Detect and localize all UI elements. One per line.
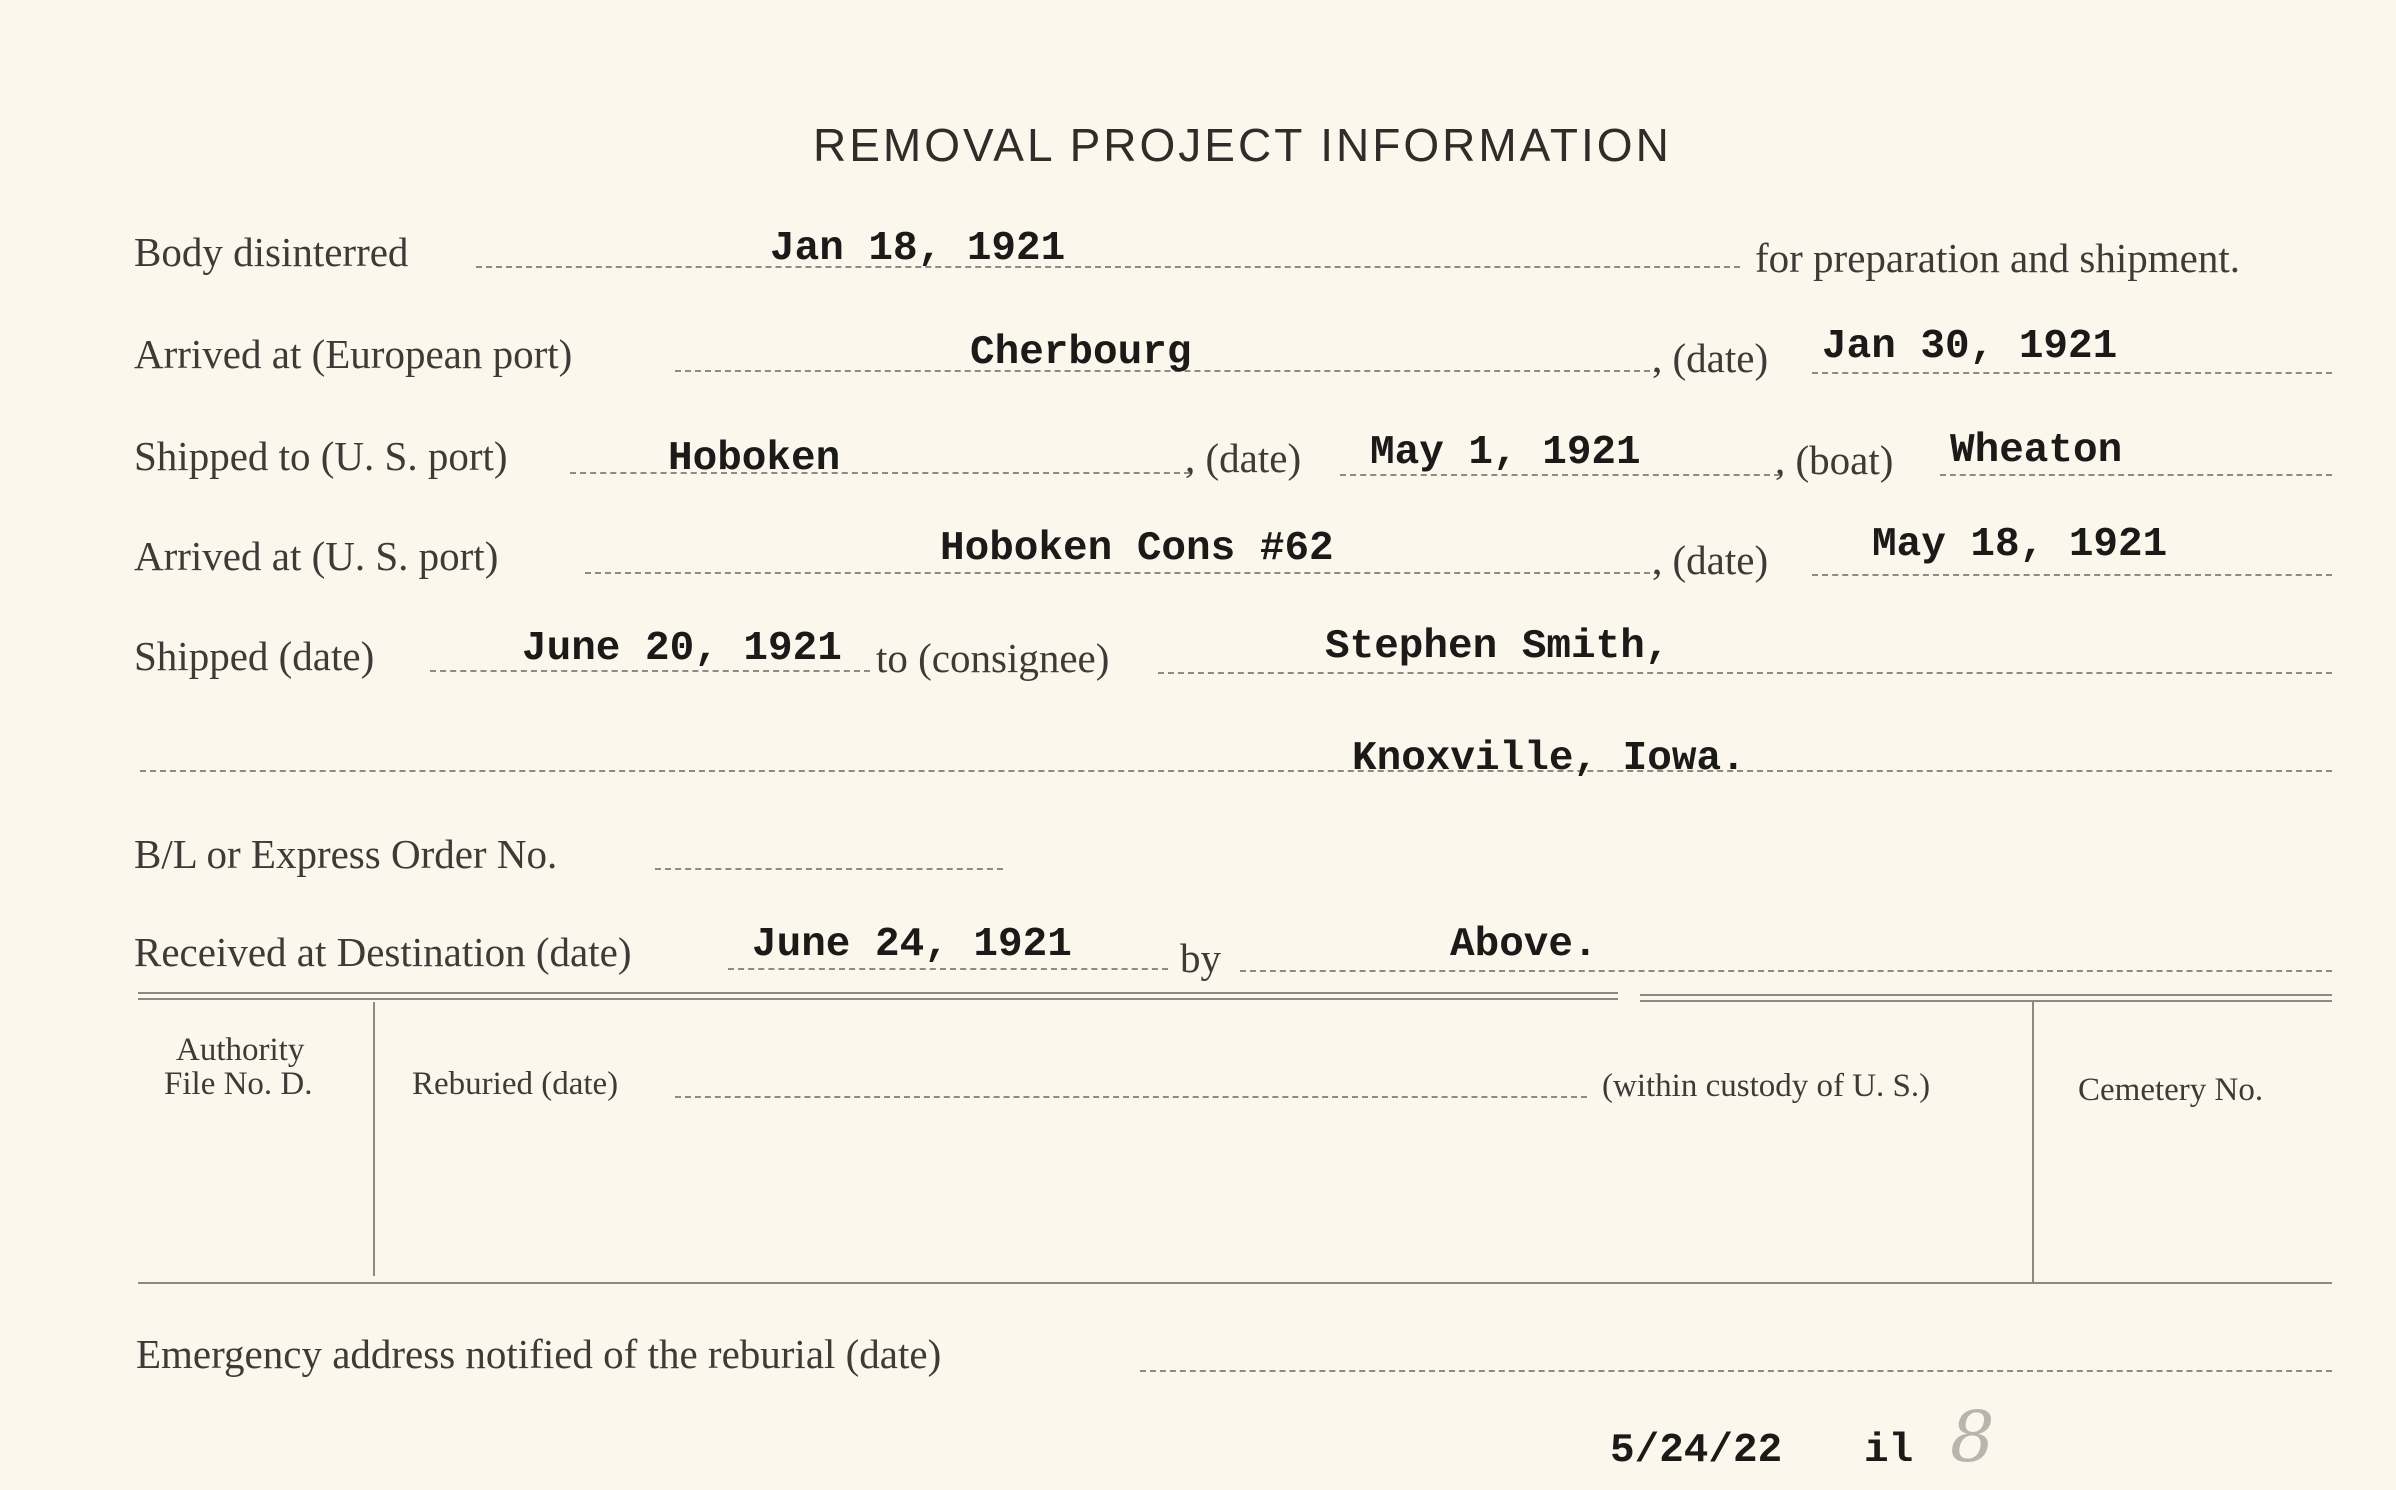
arrived-europe-date-line xyxy=(1812,372,2332,374)
arrived-europe-date-label: , (date) xyxy=(1652,335,1769,381)
box-top-rule-right xyxy=(1640,994,2332,996)
box-top-rule-2 xyxy=(138,998,1618,1000)
box-divider-right xyxy=(2032,1002,2034,1282)
cemetery-no-label: Cemetery No. xyxy=(2078,1072,2264,1108)
shipped-us-label: Shipped to (U. S. port) xyxy=(134,433,508,479)
arrived-us-date: May 18, 1921 xyxy=(1872,522,2168,568)
shipped-us-date-label: , (date) xyxy=(1185,435,1302,481)
box-bottom-rule xyxy=(138,1282,2332,1284)
disinterred-suffix: for preparation and shipment. xyxy=(1755,235,2241,281)
arrived-us-date-label: , (date) xyxy=(1652,537,1769,583)
received-by: Above. xyxy=(1450,922,1598,968)
received-date: June 24, 1921 xyxy=(752,922,1072,968)
arrived-europe-date: Jan 30, 1921 xyxy=(1822,324,2118,370)
received-by-label: by xyxy=(1180,935,1221,981)
arrived-us-port: Hoboken Cons #62 xyxy=(940,526,1334,572)
arrived-europe-label: Arrived at (European port) xyxy=(134,331,573,377)
consignee-label: to (consignee) xyxy=(876,635,1110,681)
authority-label: Authority xyxy=(176,1032,305,1068)
address-line xyxy=(140,770,2332,772)
shipped-us-boat-line xyxy=(1940,474,2332,476)
shipped-us-boat-label: , (boat) xyxy=(1775,437,1894,483)
reburied-line xyxy=(675,1096,1587,1098)
disinterred-label: Body disinterred xyxy=(134,229,409,275)
reburied-label: Reburied (date) xyxy=(412,1066,619,1102)
arrived-us-line xyxy=(585,572,1660,574)
arrived-europe-port: Cherbourg xyxy=(970,330,1192,376)
emergency-line xyxy=(1140,1370,2332,1372)
consignee-name: Stephen Smith, xyxy=(1325,624,1670,670)
disinterred-line xyxy=(476,266,1740,268)
box-divider-left xyxy=(373,1002,375,1276)
received-date-line xyxy=(728,968,1168,970)
shipped-date: June 20, 1921 xyxy=(522,626,842,672)
received-label: Received at Destination (date) xyxy=(134,929,632,975)
card-title: REMOVAL PROJECT INFORMATION xyxy=(813,119,1672,171)
box-top-rule xyxy=(138,992,1618,994)
stamp-date: 5/24/22 xyxy=(1610,1428,1783,1474)
shipped-us-boat: Wheaton xyxy=(1950,428,2123,474)
shipped-us-date: May 1, 1921 xyxy=(1370,430,1641,476)
custody-label: (within custody of U. S.) xyxy=(1602,1068,1931,1104)
consignee-line xyxy=(1158,672,2332,674)
bl-line xyxy=(655,868,1003,870)
pencil-mark: 8 xyxy=(1950,1396,1995,1478)
received-by-line xyxy=(1240,970,2332,972)
initials: il xyxy=(1864,1428,1914,1474)
shipped-us-line xyxy=(570,472,1190,474)
arrived-us-label: Arrived at (U. S. port) xyxy=(134,533,499,579)
disinterred-value: Jan 18, 1921 xyxy=(770,226,1066,272)
file-no-label: File No. D. xyxy=(164,1066,313,1102)
arrived-us-date-line xyxy=(1812,574,2332,576)
shipped-label: Shipped (date) xyxy=(134,633,375,679)
consignee-address: Knoxville, Iowa. xyxy=(1352,736,1746,782)
box-top-rule-right-2 xyxy=(1640,1000,2332,1002)
bl-label: B/L or Express Order No. xyxy=(134,831,558,877)
shipped-us-port: Hoboken xyxy=(668,436,841,482)
emergency-label: Emergency address notified of the reburial (date) xyxy=(136,1331,942,1377)
